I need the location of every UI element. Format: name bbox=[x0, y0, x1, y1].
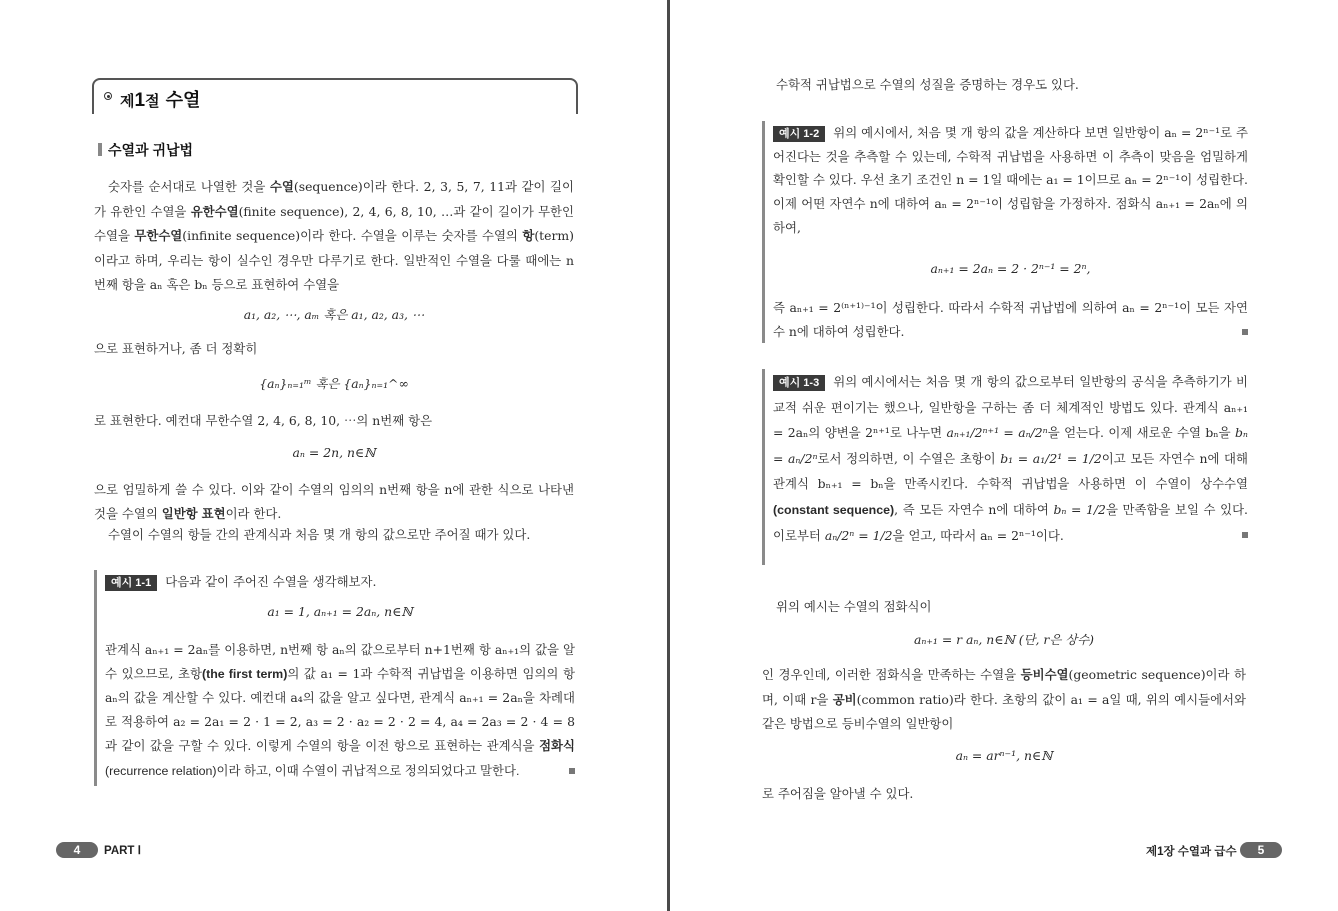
equation-3: aₙ = 2n, n∈ℕ bbox=[292, 445, 376, 460]
section-header-box bbox=[92, 78, 578, 114]
fraction-expression: bₙ = aₙ/2ⁿ bbox=[773, 425, 1248, 466]
section-title bbox=[120, 86, 200, 112]
equation-4: aₙ₊₁ = r aₙ, n∈ℕ (단, r은 상수) bbox=[913, 632, 1095, 647]
paragraph-2: 으로 표현하거나, 좀 더 정확히 bbox=[94, 341, 258, 356]
section-name: 수열 bbox=[165, 90, 201, 110]
term: 유한수열 bbox=[190, 204, 239, 219]
paragraph-4 bbox=[94, 478, 574, 526]
example-1-3 bbox=[762, 369, 1249, 565]
example-1-2-body bbox=[773, 121, 1248, 240]
text: 관계식 aₙ₊₁ = 2aₙ를 이용하면, n번째 항 aₙ의 값으로부터 n+1번째 항 aₙ₊₁의 값을 알 수 있으므로, 초항 bbox=[105, 642, 575, 681]
term: 수열 bbox=[269, 180, 294, 194]
chapter-label: 제1장 수열과 급수 bbox=[1146, 846, 1237, 858]
paragraph-intro bbox=[94, 175, 574, 297]
text: 다음과 같이 주어진 수열을 생각해보자. bbox=[165, 574, 377, 589]
paragraph-6: 위의 예시는 수열의 점화식이 bbox=[776, 599, 932, 614]
example-1-3-body bbox=[773, 369, 1248, 549]
term: 공비 bbox=[832, 692, 857, 707]
example-1-2 bbox=[762, 121, 1249, 343]
term: 항 bbox=[522, 229, 535, 244]
fraction-expression: bₙ = 1/2 bbox=[1053, 501, 1106, 517]
text: 의 값 a₁ = 1과 수학적 귀납법을 이용하면 임의의 항 aₙ의 값을 계산할 수 있다. 예컨대 a₄의 값을 알고 싶다면, 관계식 aₙ₊₁ = 2aₙ을 차례대로 적용하여 a₂ = 2a₁ = 2 · 1 = 2, a₃ = 2 · a₂ = 2 · 2 = 4, a₄ = 2a₃ = 2 · 4 = 8과 같이 값을 구할 수 있다. 이렇게 수열의 항을 이전 항으로 표현하는 관계식을 bbox=[105, 665, 575, 753]
fraction-expression: b₁ = a₁/2¹ = 1/2 bbox=[1000, 450, 1102, 466]
text: (sequence)이라 한다. 2, 3, 5, 7, 11과 같이 길이가 유한인 수열을 bbox=[94, 179, 574, 219]
paragraph-0: 수학적 귀납법으로 수열의 성질을 증명하는 경우도 있다. bbox=[776, 77, 1079, 92]
text: 로서 정의하면, 이 수열은 초항이 bbox=[817, 450, 996, 466]
part-label: PART Ⅰ bbox=[104, 845, 142, 857]
text: 이라 한다. bbox=[225, 505, 282, 521]
text: 위의 예시에서는 처음 몇 개 항의 값으로부터 일반항의 공식을 추측하기가 비교적 쉬운 편이기는 했으나, 일반항을 구하는 좀 더 체계적인 방법도 있다. 관계식 aₙ₊₁ = 2aₙ의 양변을 2ⁿ⁺¹로 나누면 bbox=[773, 374, 1248, 440]
equation-5: aₙ = arⁿ⁻¹, n∈ℕ bbox=[955, 748, 1053, 763]
text: (finite sequence), 2, 4, 6, 8, 10, …과 같이 길이가 무한인 수열을 bbox=[94, 203, 574, 244]
page-number-badge: 4 bbox=[56, 842, 98, 858]
term: 등비수열 bbox=[1020, 668, 1069, 682]
text: 이고 모든 자연수 n에 대해 관계식 bₙ₊₁ = bₙ을 만족시킨다. 수학적 귀납법을 사용하면 이 수열이 상수수열 bbox=[773, 450, 1248, 491]
term: (constant sequence) bbox=[773, 502, 895, 517]
text: , 즉 모든 자연수 n에 대하여 bbox=[894, 501, 1049, 517]
bullet-icon bbox=[104, 92, 112, 100]
example-1-1-intro bbox=[105, 570, 575, 594]
end-of-example-icon bbox=[569, 768, 575, 774]
text: 으로 엄밀하게 쓸 수 있다. 이와 같이 수열의 임의의 n번째 항을 n에 관한 식으로 나타낸 것을 수열의 bbox=[94, 482, 574, 521]
left-page bbox=[0, 0, 668, 911]
paragraph-3: 로 표현한다. 예컨대 무한수열 2, 4, 6, 8, 10, ⋯의 n번째 항은 bbox=[94, 413, 433, 428]
example-label: 예시 1-2 bbox=[773, 126, 825, 142]
term: (the first term) bbox=[201, 666, 288, 681]
example-label: 예시 1-1 bbox=[105, 575, 157, 591]
equation-1: a₁, a₂, ⋯, aₘ 혹은 a₁, a₂, a₃, ⋯ bbox=[243, 307, 425, 322]
subsection-heading: 수열과 귀납법 bbox=[98, 140, 193, 160]
example-1-1-equation: a₁ = 1, aₙ₊₁ = 2aₙ, n∈ℕ bbox=[267, 604, 413, 619]
section-number: 1 bbox=[134, 90, 146, 111]
equation-2: {aₙ}ₙ₌₁ᵐ 혹은 {aₙ}ₙ₌₁^∞ bbox=[259, 376, 409, 391]
term: 일반항 bbox=[161, 506, 198, 521]
example-1-2-conclusion bbox=[773, 296, 1248, 343]
paragraph-7 bbox=[762, 663, 1246, 736]
end-of-example-icon bbox=[1242, 329, 1248, 335]
text: 즉 aₙ₊₁ = 2⁽ⁿ⁺¹⁾⁻¹이 성립한다. 따라서 수학적 귀납법에 의하여 aₙ = 2ⁿ⁻¹이 모든 자연수 n에 대하여 성립한다. bbox=[773, 300, 1248, 339]
example-1-1-body bbox=[105, 638, 575, 783]
text: 인 경우인데, 이러한 점화식을 만족하는 수열을 bbox=[762, 667, 1021, 682]
fraction-expression: aₙ/2ⁿ = 1/2 bbox=[824, 528, 893, 543]
text: 을 얻고, 따라서 aₙ = 2ⁿ⁻¹이다. bbox=[892, 528, 1064, 543]
fraction-expression: aₙ₊₁/2ⁿ⁺¹ = aₙ/2ⁿ bbox=[946, 425, 1048, 440]
text: (infinite sequence)이라 한다. 수열을 이루는 숫자를 수열의 bbox=[182, 228, 523, 244]
example-1-2-equation: aₙ₊₁ = 2aₙ = 2 · 2ⁿ⁻¹ = 2ⁿ, bbox=[930, 261, 1091, 276]
paragraph-5: 수열이 수열의 항들 간의 관계식과 처음 몇 개 항의 값으로만 주어질 때가 있다. bbox=[108, 527, 531, 542]
text: (common ratio)라 한다. 초항의 값이 a₁ = a일 때, 위의 예시들에서와 같은 방법으로 등비수열의 일반항이 bbox=[762, 691, 1246, 732]
end-of-example-icon bbox=[1242, 532, 1248, 538]
text: 숫자를 순서대로 나열한 것을 bbox=[108, 179, 270, 194]
page-number-badge: 5 bbox=[1240, 842, 1282, 858]
section-prefix: 제 bbox=[120, 93, 135, 110]
text: (term)이라고 하며, 우리는 항이 실수인 경우만 다루기로 한다. 일반적인 수열을 다룰 때에는 n번째 항을 aₙ 혹은 bₙ 등으로 표현하여 수열을 bbox=[94, 228, 574, 292]
text: 을 얻는다. 이제 새로운 수열 bₙ을 bbox=[1047, 425, 1231, 440]
section-suffix: 절 bbox=[145, 93, 160, 110]
example-1-1 bbox=[94, 570, 575, 786]
term: 점화식 bbox=[539, 738, 575, 753]
text: (geometric sequence)이라 하며, 이때 r을 bbox=[762, 667, 1246, 707]
term: 무한수열 bbox=[134, 229, 183, 244]
term: 표현 bbox=[201, 506, 226, 521]
example-label: 예시 1-3 bbox=[773, 375, 825, 391]
text: 위의 예시에서, 처음 몇 개 항의 값을 계산하다 보면 일반항이 aₙ = 2ⁿ⁻¹로 주어진다는 것을 추측할 수 있는데, 수학적 귀납법을 사용하면 이 추측이 맞음을 엄밀하게 확인할 수 있다. 우선 초기 조건인 n = 1일 때에는 a₁ = 1이므로 aₙ = 2ⁿ⁻¹이 성립한다. 이제 어떤 자연수 n에 대하여 aₙ = 2ⁿ⁻¹이 성립함을 가정하자. 점화식 aₙ₊₁ = 2aₙ에 의하여, bbox=[773, 125, 1248, 235]
text: (recurrence relation)이라 하고, 이때 수열이 귀납적으로 정의되었다고 말한다. bbox=[105, 763, 520, 778]
paragraph-8: 로 주어짐을 알아낼 수 있다. bbox=[762, 786, 914, 801]
right-page bbox=[670, 0, 1338, 911]
text: 을 만족함을 보일 수 있다. 이로부터 bbox=[773, 501, 1248, 543]
